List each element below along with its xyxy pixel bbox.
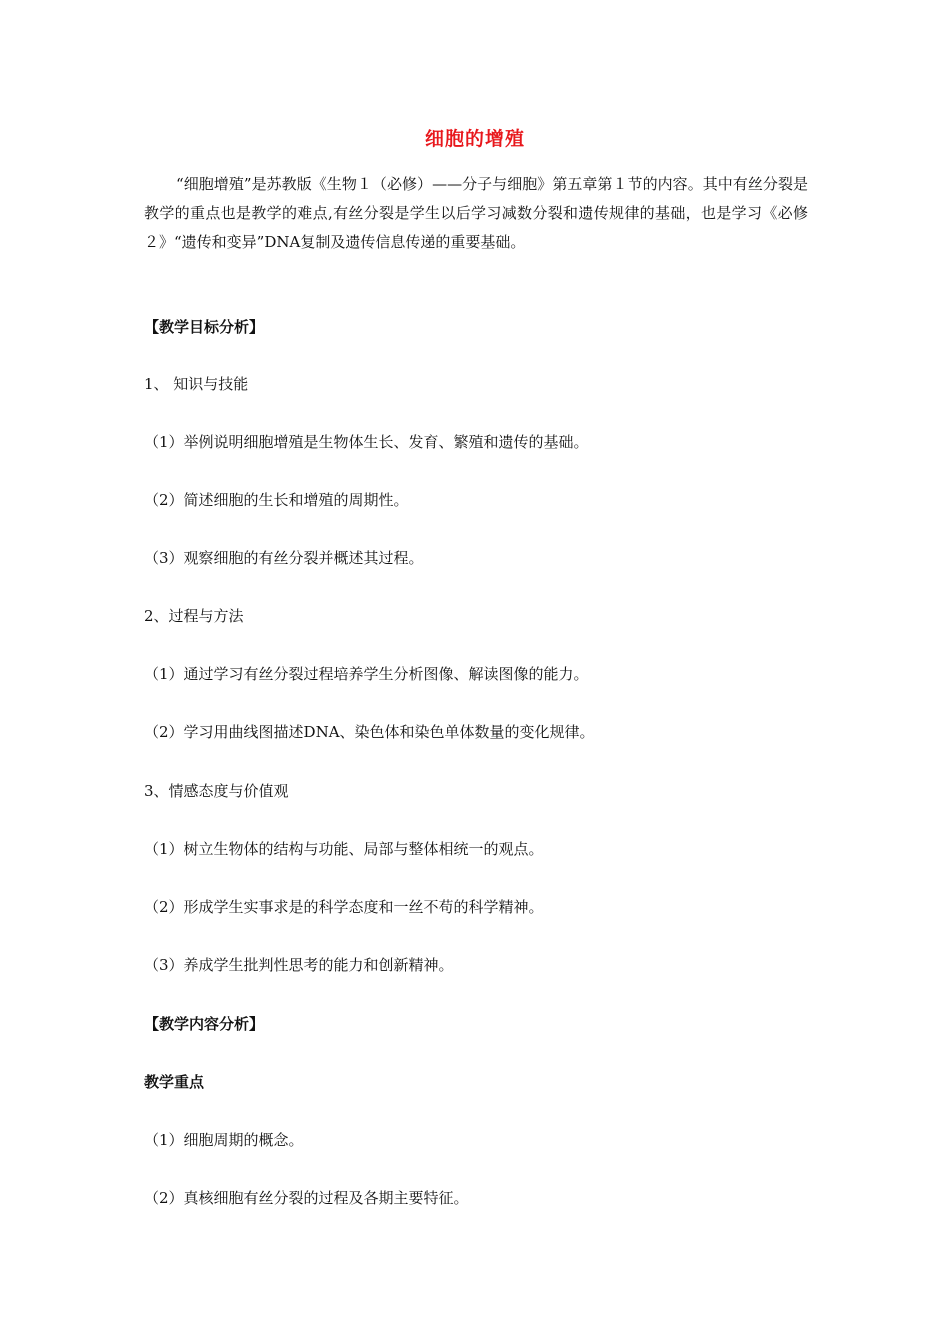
- section-heading-teaching-goals: 【教学目标分析】: [144, 318, 265, 336]
- list-item: （1）树立生物体的结构与功能、局部与整体相统一的观点。: [144, 840, 544, 858]
- subheading-process-method: 2、过程与方法: [144, 607, 244, 625]
- section-heading-teaching-content: 【教学内容分析】: [144, 1015, 265, 1033]
- subheading-knowledge-skills: 1、 知识与技能: [144, 375, 249, 393]
- list-item: （2）简述细胞的生长和增殖的周期性。: [144, 491, 409, 509]
- list-item: （1）通过学习有丝分裂过程培养学生分析图像、解读图像的能力。: [144, 665, 589, 683]
- list-item: （3）养成学生批判性思考的能力和创新精神。: [144, 956, 454, 974]
- subheading-attitude-values: 3、情感态度与价值观: [144, 782, 289, 800]
- intro-paragraph: “细胞增殖”是苏教版《生物１（必修）——分子与细胞》第五章第１节的内容。其中有丝分裂是教学的重点也是教学的难点,有丝分裂是学生以后学习减数分裂和遗传规律的基础，也是学习《必修２》“遗传和变异”DNA复制及遗传信息传递的重要基础。: [144, 175, 808, 251]
- list-item: （1）举例说明细胞增殖是生物体生长、发育、繁殖和遗传的基础。: [144, 433, 589, 451]
- list-item: （3）观察细胞的有丝分裂并概述其过程。: [144, 549, 424, 567]
- intro-paragraph-block: [144, 170, 808, 257]
- list-item: （1）细胞周期的概念。: [144, 1131, 304, 1149]
- list-item: （2）学习用曲线图描述DNA、染色体和染色单体数量的变化规律。: [144, 723, 595, 741]
- list-item: （2）形成学生实事求是的科学态度和一丝不苟的科学精神。: [144, 898, 544, 916]
- list-item: （2）真核细胞有丝分裂的过程及各期主要特征。: [144, 1189, 469, 1207]
- subheading-key-points: 教学重点: [144, 1073, 205, 1091]
- document-title: 细胞的增殖: [424, 128, 525, 150]
